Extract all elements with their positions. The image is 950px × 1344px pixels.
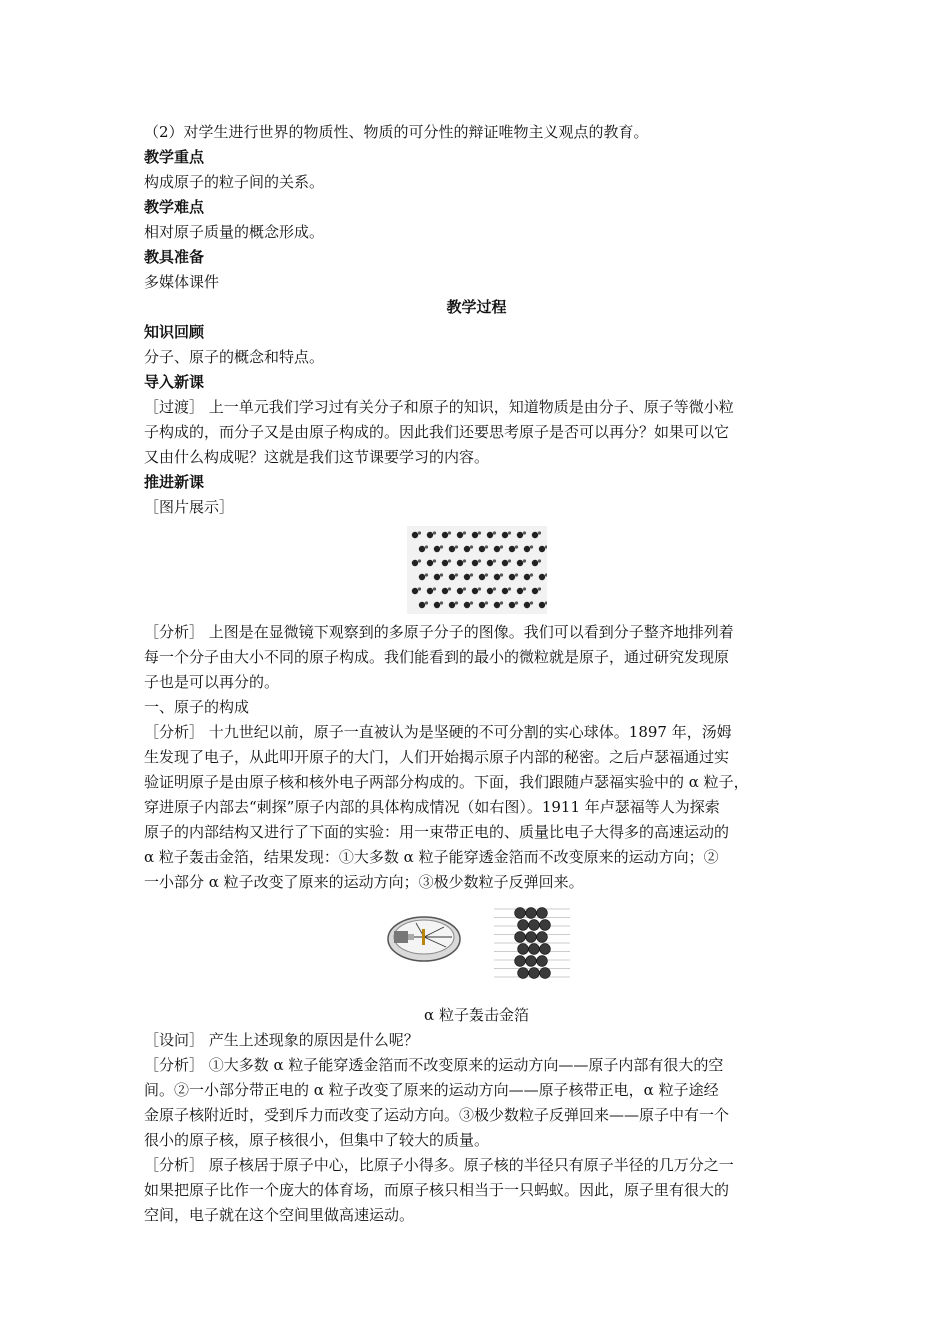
figure-caption: α 粒子轰击金箔 [424,1006,529,1024]
analysis2-line: α 粒子轰击金箔，结果发现：①大多数 α 粒子能穿透金箔而不改变原来的运动方向；② [144,848,719,866]
analysis3-line: 金原子核附近时，受到斥力而改变了运动方向。③极少数粒子反弹回来——原子中有一个 [144,1106,730,1124]
heading-key-points: 教学重点 [144,148,205,166]
intro-para-line: ［过渡］ 上一单元我们学习过有关分子和原子的知识，知道物质是由分子、原子等微小粒 [144,398,734,416]
question-line: ［设问］ 产生上述现象的原因是什么呢？ [144,1031,419,1049]
heading-difficulties: 教学难点 [144,198,205,216]
tools-text: 多媒体课件 [144,273,220,291]
document-page [144,120,809,1228]
heading-intro: 导入新课 [144,373,205,391]
alpha-experiment-figures [144,903,809,985]
gold-foil-apparatus-image [384,903,464,967]
analysis1-line: 每一个分子由大小不同的原子构成。我们能看到的最小的微粒就是原子，通过研究发现原 [144,648,730,666]
analysis2-line: 原子的内部结构又进行了下面的实验：用一束带正电的、质量比电子大得多的高速运动的 [144,823,730,841]
intro-para-line: 子构成的，而分子又是由原子构成的。因此我们还要思考原子是否可以再分？如果可以它 [144,423,730,441]
objective-line: （2）对学生进行世界的物质性、物质的可分性的辩证唯物主义观点的教育。 [144,123,649,141]
analysis4-line: ［分析］ 原子核居于原子中心，比原子小得多。原子核的半径只有原子半径的几万分之一 [144,1156,734,1174]
heading-process: 教学过程 [446,298,507,316]
heading-advance: 推进新课 [144,473,205,491]
gold-atom-scattering-image [494,903,570,985]
analysis3-line: 间。②一小部分带正电的 α 粒子改变了原来的运动方向——原子核带正电，α 粒子途经 [144,1081,719,1099]
analysis3-line: 很小的原子核，原子核很小，但集中了较大的质量。 [144,1131,490,1149]
analysis2-line: 验证明原子是由原子核和核外电子两部分构成的。下面，我们跟随卢瑟福实验中的 α 粒子， [144,773,749,791]
heading-tools: 教具准备 [144,248,205,266]
key-points-text: 构成原子的粒子间的关系。 [144,173,325,191]
analysis2-line: ［分析］ 十九世纪以前，原子一直被认为是坚硬的不可分割的实心球体。1897 年，汤姆 [144,723,732,741]
analysis1-line: ［分析］ 上图是在显微镜下观察到的多原子分子的图像。我们可以看到分子整齐地排列着 [144,623,734,641]
analysis2-line: 一小部分 α 粒子改变了原来的运动方向；③极少数粒子反弹回来。 [144,873,584,891]
heading-review: 知识回顾 [144,323,205,341]
molecule-micrograph-figure [144,526,809,614]
intro-para-line: 又由什么构成呢？这就是我们这节课要学习的内容。 [144,448,490,466]
analysis2-line: 生发现了电子，从此叩开原子的大门，人们开始揭示原子内部的秘密。之后卢瑟福通过实 [144,748,730,766]
analysis3-line: ［分析］ ①大多数 α 粒子能穿透金箔而不改变原来的运动方向——原子内部有很大的空 [144,1056,724,1074]
analysis1-line: 子也是可以再分的。 [144,673,280,691]
review-text: 分子、原子的概念和特点。 [144,348,325,366]
picture-label: ［图片展示］ [144,498,235,516]
analysis4-line: 空间，电子就在这个空间里做高速运动。 [144,1206,415,1224]
section-atom-structure: 一、原子的构成 [144,698,250,716]
analysis2-line: 穿进原子内部去“刺探”原子内部的具体构成情况（如右图）。1911 年卢瑟福等人为探索 [144,798,720,816]
analysis4-line: 如果把原子比作一个庞大的体育场，而原子核只相当于一只蚂蚁。因此，原子里有很大的 [144,1181,730,1199]
molecule-micrograph-image [407,526,547,614]
difficulties-text: 相对原子质量的概念形成。 [144,223,325,241]
